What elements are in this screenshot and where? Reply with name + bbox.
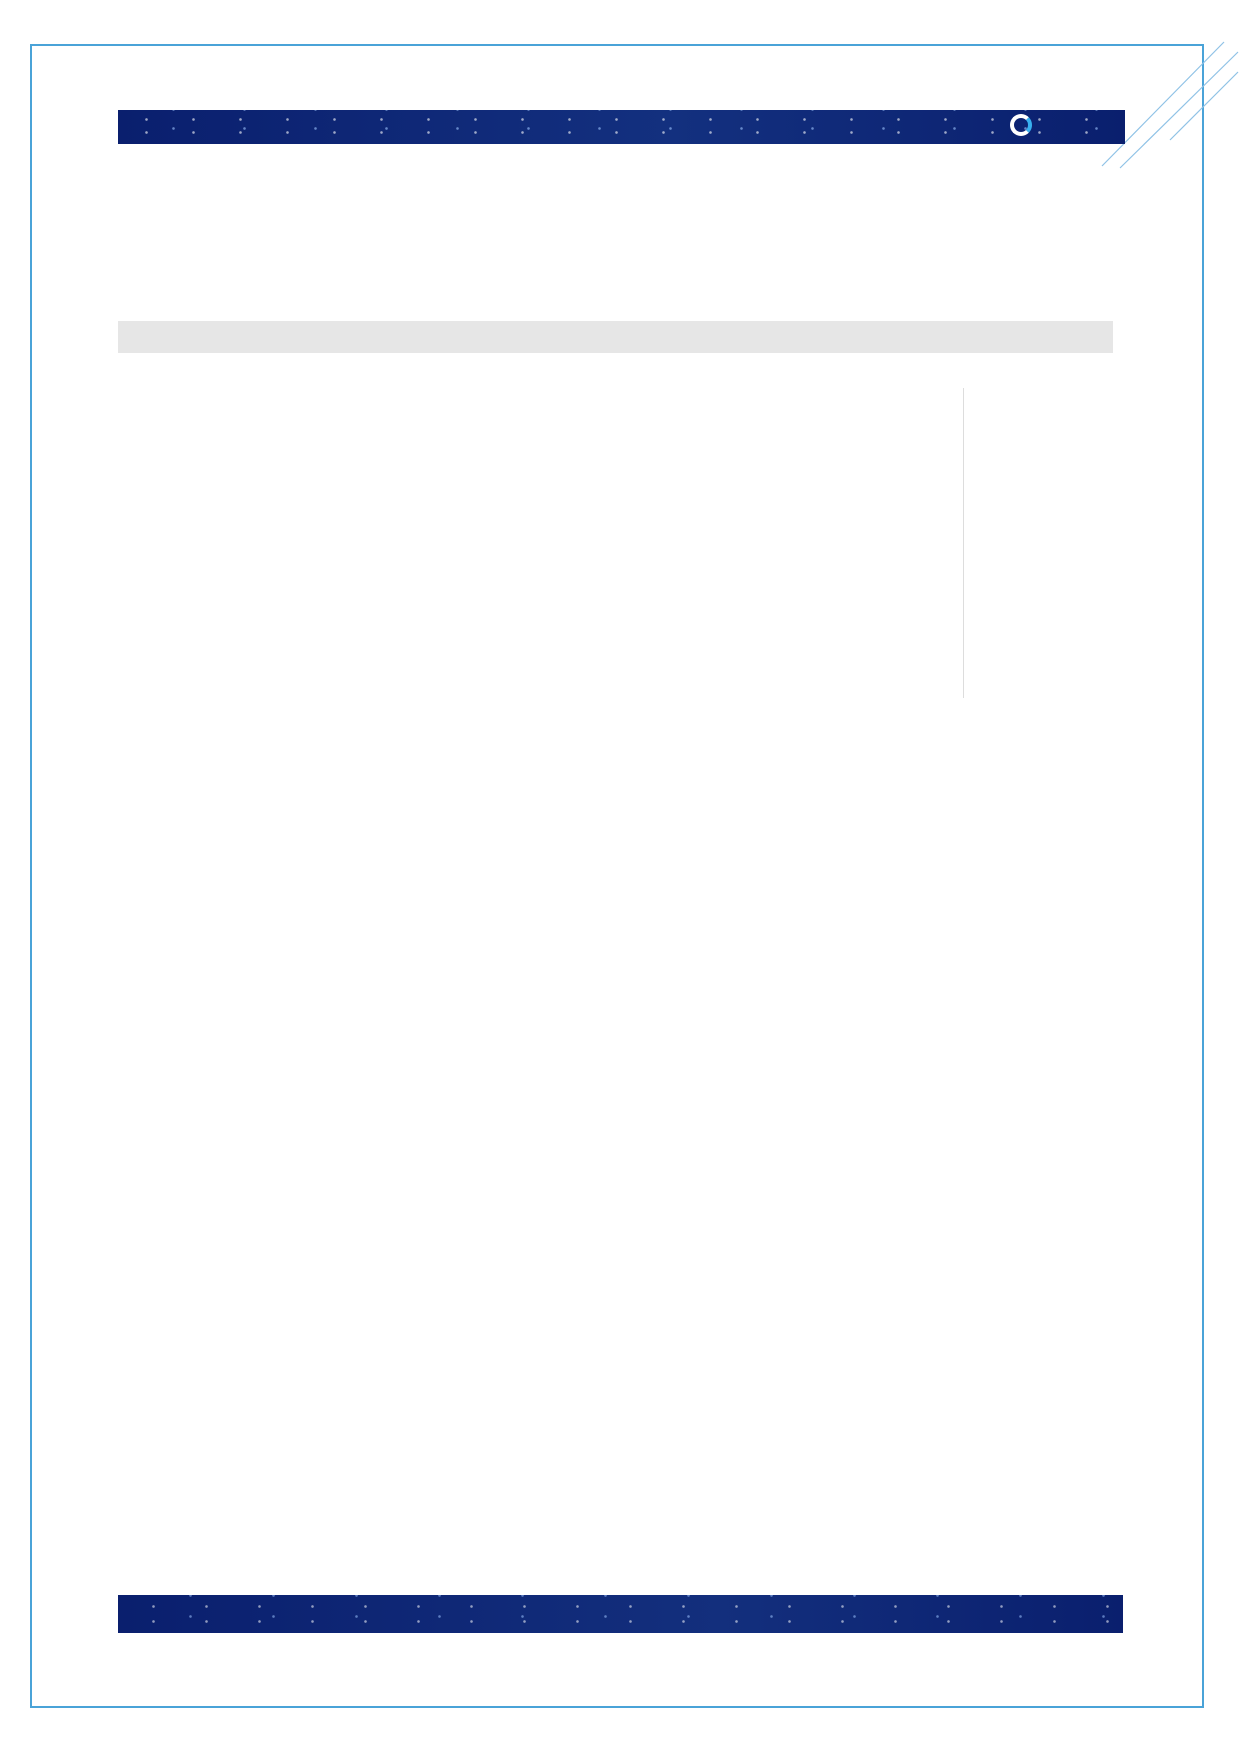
company-logo	[1010, 114, 1038, 136]
logo-circle-icon	[1010, 114, 1032, 136]
quote-header	[964, 388, 1119, 406]
footer-banner	[118, 1595, 1123, 1633]
candlestick-chart	[118, 388, 1118, 698]
page-frame	[30, 44, 1204, 1708]
quote-panel	[963, 388, 1119, 698]
sector-tab-bar	[118, 321, 1113, 353]
chart-plot-area	[118, 388, 963, 698]
header-banner	[118, 110, 1125, 144]
